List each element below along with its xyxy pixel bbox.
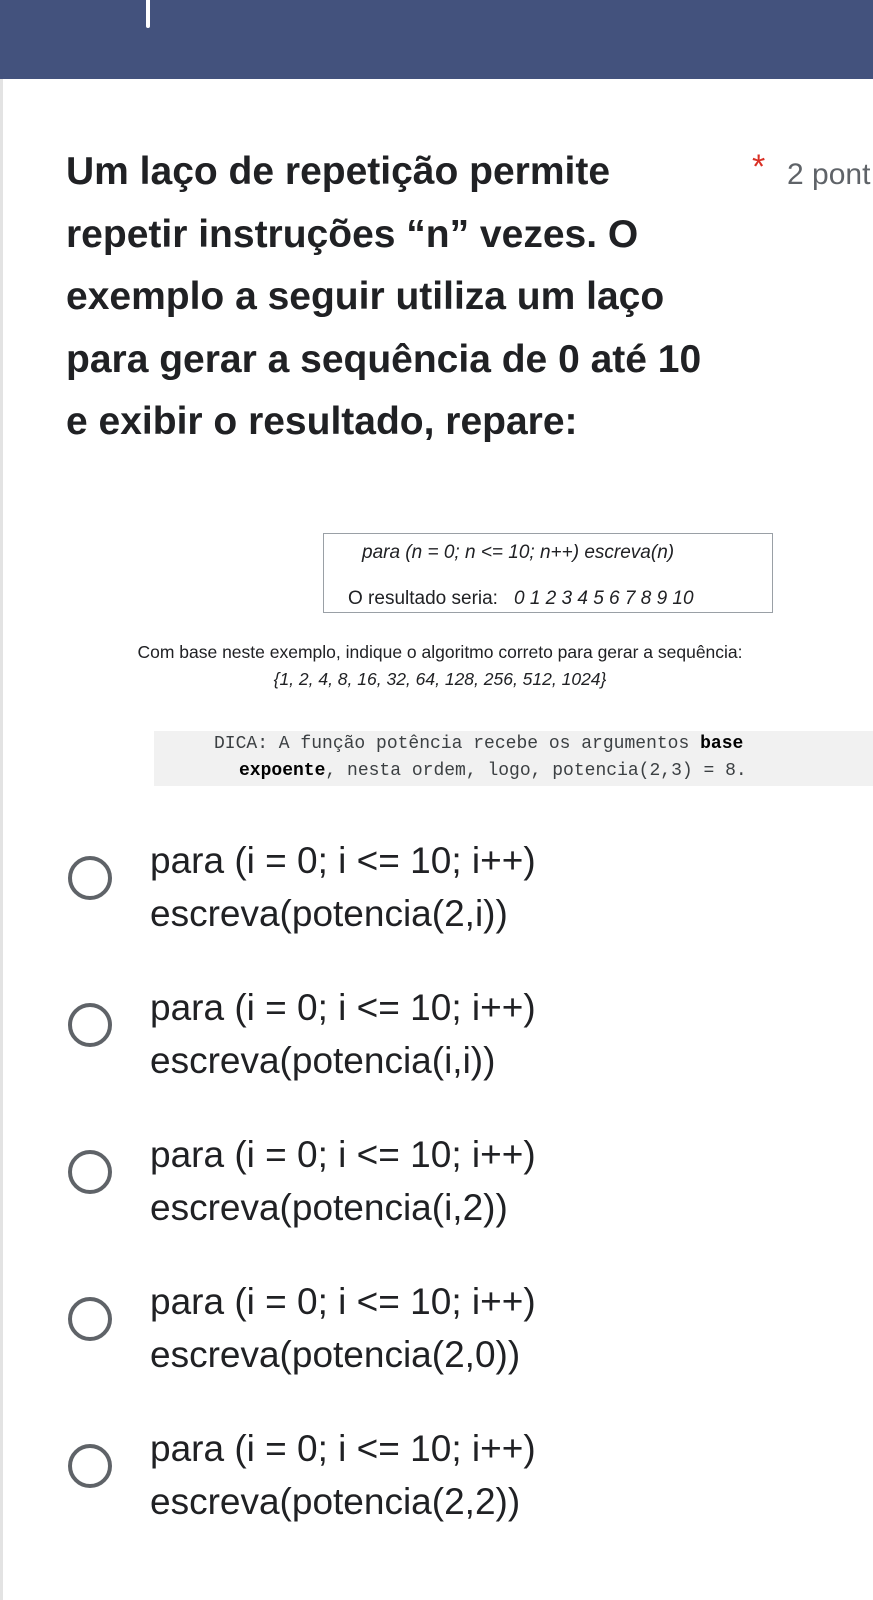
question-title: Um laço de repetição permite repetir instruções “n” vezes. O exemplo a seguir utiliza um laço para gerar a sequência de 0 até 10 e exibir o resultado, repare:	[66, 150, 702, 443]
option-line-1: para (i = 0; i <= 10; i++)	[150, 1281, 536, 1322]
form-header-bar	[0, 0, 873, 79]
option-label[interactable]	[150, 1422, 536, 1528]
tip-bold-expoente: expoente	[239, 761, 326, 781]
tip-suffix: , nesta ordem, logo, potencia(2,3) = 8.	[325, 761, 747, 781]
option-label[interactable]	[150, 834, 536, 940]
header-accent-mark	[146, 0, 150, 28]
example-result-label: O resultado seria:	[348, 588, 498, 609]
instruction-text: Com base neste exemplo, indique o algoritmo correto para gerar a sequência:	[137, 642, 743, 662]
tip-line-1	[214, 731, 743, 758]
option-line-1: para (i = 0; i <= 10; i++)	[150, 1428, 536, 1469]
example-image-box	[323, 533, 773, 613]
option-line-2: escreva(potencia(2,i))	[150, 893, 508, 934]
answer-option-5[interactable]	[66, 1414, 826, 1524]
answer-option-3[interactable]	[66, 1120, 826, 1230]
example-result	[348, 588, 694, 610]
option-line-1: para (i = 0; i <= 10; i++)	[150, 1134, 536, 1175]
option-line-2: escreva(potencia(2,0))	[150, 1334, 521, 1375]
example-code: para (n = 0; n <= 10; n++) escreva(n)	[362, 542, 675, 563]
question-points: 2 pont	[787, 158, 871, 191]
option-label[interactable]	[150, 1275, 536, 1381]
radio-button[interactable]	[68, 1150, 112, 1194]
radio-button[interactable]	[68, 1444, 112, 1488]
radio-button[interactable]	[68, 856, 112, 900]
option-line-1: para (i = 0; i <= 10; i++)	[150, 987, 536, 1028]
option-line-1: para (i = 0; i <= 10; i++)	[150, 840, 536, 881]
option-line-2: escreva(potencia(2,2))	[150, 1481, 521, 1522]
instruction-text-block	[40, 639, 840, 693]
target-sequence: {1, 2, 4, 8, 16, 32, 64, 128, 256, 512, 1024}	[273, 669, 607, 689]
radio-button[interactable]	[68, 1003, 112, 1047]
required-asterisk: *	[752, 148, 766, 186]
option-line-2: escreva(potencia(i,i))	[150, 1040, 496, 1081]
tip-bold-base: base	[700, 734, 744, 754]
option-label[interactable]	[150, 981, 536, 1087]
answer-option-2[interactable]	[66, 973, 826, 1083]
answer-option-4[interactable]	[66, 1267, 826, 1377]
option-label[interactable]	[150, 1128, 536, 1234]
tip-prefix: DICA: A função potência recebe os argumentos	[214, 734, 701, 754]
tip-box	[154, 731, 873, 786]
radio-button[interactable]	[68, 1297, 112, 1341]
example-result-value: 0 1 2 3 4 5 6 7 8 9 10	[513, 588, 694, 609]
option-line-2: escreva(potencia(i,2))	[150, 1187, 508, 1228]
tip-line-2	[239, 758, 747, 785]
answer-option-1[interactable]	[66, 826, 826, 936]
